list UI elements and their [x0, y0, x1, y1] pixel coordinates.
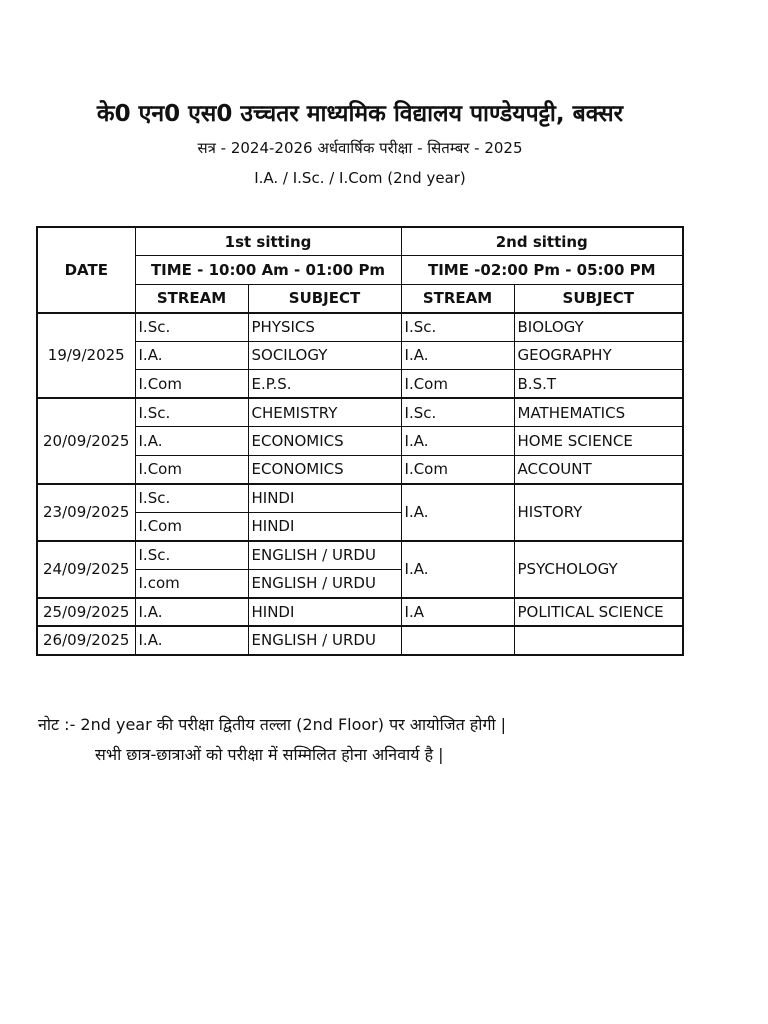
- stream-cell: I.Sc.: [135, 313, 248, 342]
- subject-cell: PHYSICS: [248, 313, 401, 342]
- subject-cell: PSYCHOLOGY: [514, 541, 683, 598]
- stream-cell: I.A.: [401, 427, 514, 456]
- stream-cell: I.Com: [401, 370, 514, 399]
- subject-cell: HINDI: [248, 484, 401, 513]
- session-line: सत्र - 2024-2026 अर्धवार्षिक परीक्षा - सितम्बर - 2025: [197, 139, 523, 157]
- stream-cell: I.Com: [401, 455, 514, 484]
- header-row-sitting: [37, 227, 683, 256]
- stream-cell: I.Com: [135, 370, 248, 399]
- date-cell: 23/09/2025: [37, 484, 135, 541]
- school-title: के0 एन0 एस0 उच्चतर माध्यमिक विद्यालय पाण्डेयपट्टी, बक्सर: [96, 101, 624, 127]
- date-cell: 24/09/2025: [37, 541, 135, 598]
- stream-cell: I.A.: [135, 427, 248, 456]
- date-cell: 19/9/2025: [37, 313, 135, 399]
- stream-cell: I.A: [401, 598, 514, 627]
- stream-cell: [401, 626, 514, 655]
- subject-cell: POLITICAL SCIENCE: [514, 598, 683, 627]
- stream-cell: I.A.: [401, 484, 514, 541]
- date-cell: 25/09/2025: [37, 598, 135, 627]
- stream-cell: I.com: [135, 569, 248, 598]
- stream-2-header: STREAM: [401, 284, 514, 313]
- stream-cell: I.Sc.: [135, 398, 248, 427]
- subject-cell: ACCOUNT: [514, 455, 683, 484]
- stream-cell: I.A.: [135, 341, 248, 370]
- note-line-2: सभी छात्र-छात्राओं को परीक्षा में सम्मिलित होना अनिवार्य है |: [95, 745, 444, 764]
- note-line-1: नोट :- 2nd year की परीक्षा द्वितीय तल्ला (2nd Floor) पर आयोजित होगी |: [38, 715, 507, 734]
- stream-cell: I.A.: [401, 341, 514, 370]
- date-cell: 26/09/2025: [37, 626, 135, 655]
- stream-cell: I.Sc.: [401, 398, 514, 427]
- stream-cell: I.Sc.: [401, 313, 514, 342]
- stream-cell: I.Sc.: [135, 484, 248, 513]
- stream-cell: I.A.: [135, 598, 248, 627]
- stream-cell: I.A.: [135, 626, 248, 655]
- sitting-1-header: 1st sitting: [135, 227, 401, 256]
- table-row: [37, 598, 683, 627]
- subject-cell: ECONOMICS: [248, 455, 401, 484]
- subject-cell: CHEMISTRY: [248, 398, 401, 427]
- table-row: [37, 626, 683, 655]
- subject-cell: MATHEMATICS: [514, 398, 683, 427]
- subject-cell: ECONOMICS: [248, 427, 401, 456]
- subject-cell: HINDI: [248, 512, 401, 541]
- stream-cell: I.A.: [401, 541, 514, 598]
- subject-cell: ENGLISH / URDU: [248, 626, 401, 655]
- date-cell: 20/09/2025: [37, 398, 135, 484]
- time-2-header: TIME -02:00 Pm - 05:00 PM: [401, 256, 683, 285]
- table-row: [37, 398, 683, 427]
- subject-cell: B.S.T: [514, 370, 683, 399]
- subject-cell: ENGLISH / URDU: [248, 569, 401, 598]
- sitting-2-header: 2nd sitting: [401, 227, 683, 256]
- classes-line: I.A. / I.Sc. / I.Com (2nd year): [254, 169, 466, 187]
- stream-cell: I.Sc.: [135, 541, 248, 570]
- table-row: [37, 313, 683, 342]
- subject-cell: [514, 626, 683, 655]
- subject-cell: HISTORY: [514, 484, 683, 541]
- subject-1-header: SUBJECT: [248, 284, 401, 313]
- subject-2-header: SUBJECT: [514, 284, 683, 313]
- subject-cell: ENGLISH / URDU: [248, 541, 401, 570]
- stream-cell: I.Com: [135, 455, 248, 484]
- subject-cell: HOME SCIENCE: [514, 427, 683, 456]
- stream-cell: I.Com: [135, 512, 248, 541]
- subject-cell: GEOGRAPHY: [514, 341, 683, 370]
- time-1-header: TIME - 10:00 Am - 01:00 Pm: [135, 256, 401, 285]
- subject-cell: HINDI: [248, 598, 401, 627]
- stream-1-header: STREAM: [135, 284, 248, 313]
- table-row: [37, 484, 683, 513]
- subject-cell: BIOLOGY: [514, 313, 683, 342]
- exam-schedule-table: [36, 226, 684, 656]
- subject-cell: SOCILOGY: [248, 341, 401, 370]
- subject-cell: E.P.S.: [248, 370, 401, 399]
- date-header: DATE: [37, 227, 135, 313]
- table-row: [37, 541, 683, 570]
